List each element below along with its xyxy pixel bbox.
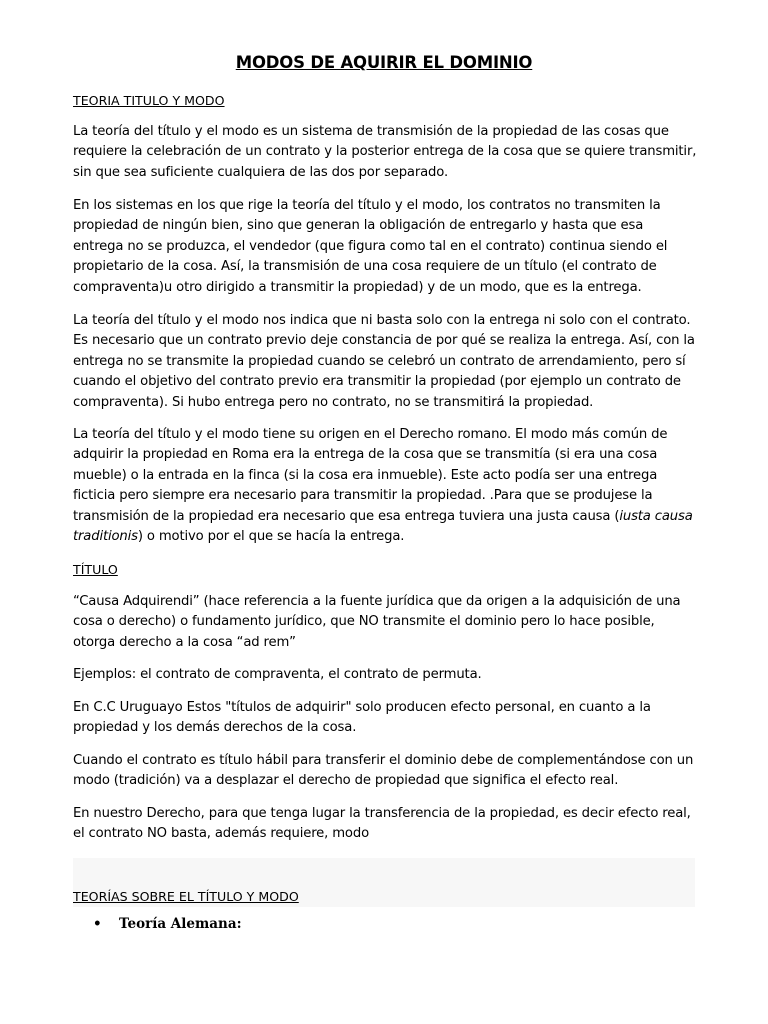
paragraph-3: La teoría del título y el modo nos indica que ni basta solo con la entrega ni solo con el contrato. Es necesario que un contrato previo deje constancia de por qué se realiza la entrega. Así, con la entrega no se transmite la propiedad cuando se celebró un contrato de arrendamiento, pero sí cuando el objetivo del contrato previo era transmitir la propiedad (por ejemplo un contrato de compraventa). Si hubo entrega pero no contrato, no se transmitirá la propiedad. <box>73 313 695 410</box>
paragraph-4-text-a: La teoría del título y el modo tiene su origen en el Derecho romano. El modo más común de adquirir la propiedad en Roma era la entrega de la cosa que se transmitía (si era una cosa mueble) o la entrada en la finca (si la cosa era inmueble). Este acto podía ser una entrega ficticia pero siempre era necesario para transmitir la propiedad. .Para que se produjese la transmisión de la propiedad era necesario que esa entrega tuviera una justa causa ( <box>73 427 668 524</box>
paragraph-contrato-titulo-habil: Cuando el contrato es título hábil para transferir el dominio debe de complementándose con un modo (tradición) va a desplazar el derecho de propiedad que significa el efecto real. <box>73 753 694 789</box>
section-heading-teoria-titulo-modo: TEORIA TITULO Y MODO <box>73 93 225 108</box>
bullet-item-label: Teoría Alemana: <box>119 916 242 932</box>
section-heading-titulo: TÍTULO <box>73 562 118 577</box>
paragraph-ejemplos: Ejemplos: el contrato de compraventa, el contrato de permuta. <box>73 667 482 682</box>
paragraph-nuestro-derecho: En nuestro Derecho, para que tenga lugar la transferencia de la propiedad, es decir efecto real, el contrato NO basta, además requiere, modo <box>73 806 691 842</box>
bullet-icon: • <box>93 916 102 932</box>
paragraph-causa-adquirendi: “Causa Adquirendi” (hace referencia a la fuente jurídica que da origen a la adquisición de una cosa o derecho) o fundamento jurídico, que NO transmite el dominio pero lo hace posible, otorga derecho a la cosa “ad rem” <box>73 594 681 650</box>
paragraph-cc-uruguayo: En C.C Uruguayo Estos "títulos de adquirir" solo producen efecto personal, en cuanto a la propiedad y los demás derechos de la cosa. <box>73 700 651 736</box>
document-title: MODOS DE AQUIRIR EL DOMINIO <box>235 53 533 72</box>
paragraph-2: En los sistemas en los que rige la teoría del título y el modo, los contratos no transmiten la propiedad de ningún bien, sino que generan la obligación de entregarlo y hasta que esa entrega no se produzca, el vendedor (que figura como tal en el contrato) continua siendo el propietario de la cosa. Así, la transmisión de una cosa requiere de un título (el contrato de compraventa)u otro dirigido a transmitir la propiedad) y de un modo, que es la entrega. <box>73 198 668 295</box>
paragraph-4-text-b: ) o motivo por el que se hacía la entrega. <box>137 529 405 545</box>
bullet-item-teoria-alemana <box>93 916 242 932</box>
paragraph-4 <box>73 425 697 547</box>
paragraph-1: La teoría del título y el modo es un sistema de transmisión de la propiedad de las cosas que requiere la celebración de un contrato y la posterior entrega de la cosa que se quiere transmitir, sin que sea suficiente cualquiera de las dos por separado. <box>73 124 697 180</box>
section-heading-teorias: TEORÍAS SOBRE EL TÍTULO Y MODO <box>73 889 299 904</box>
paragraph-4-latin-term: iusta causa traditionis <box>73 508 693 545</box>
